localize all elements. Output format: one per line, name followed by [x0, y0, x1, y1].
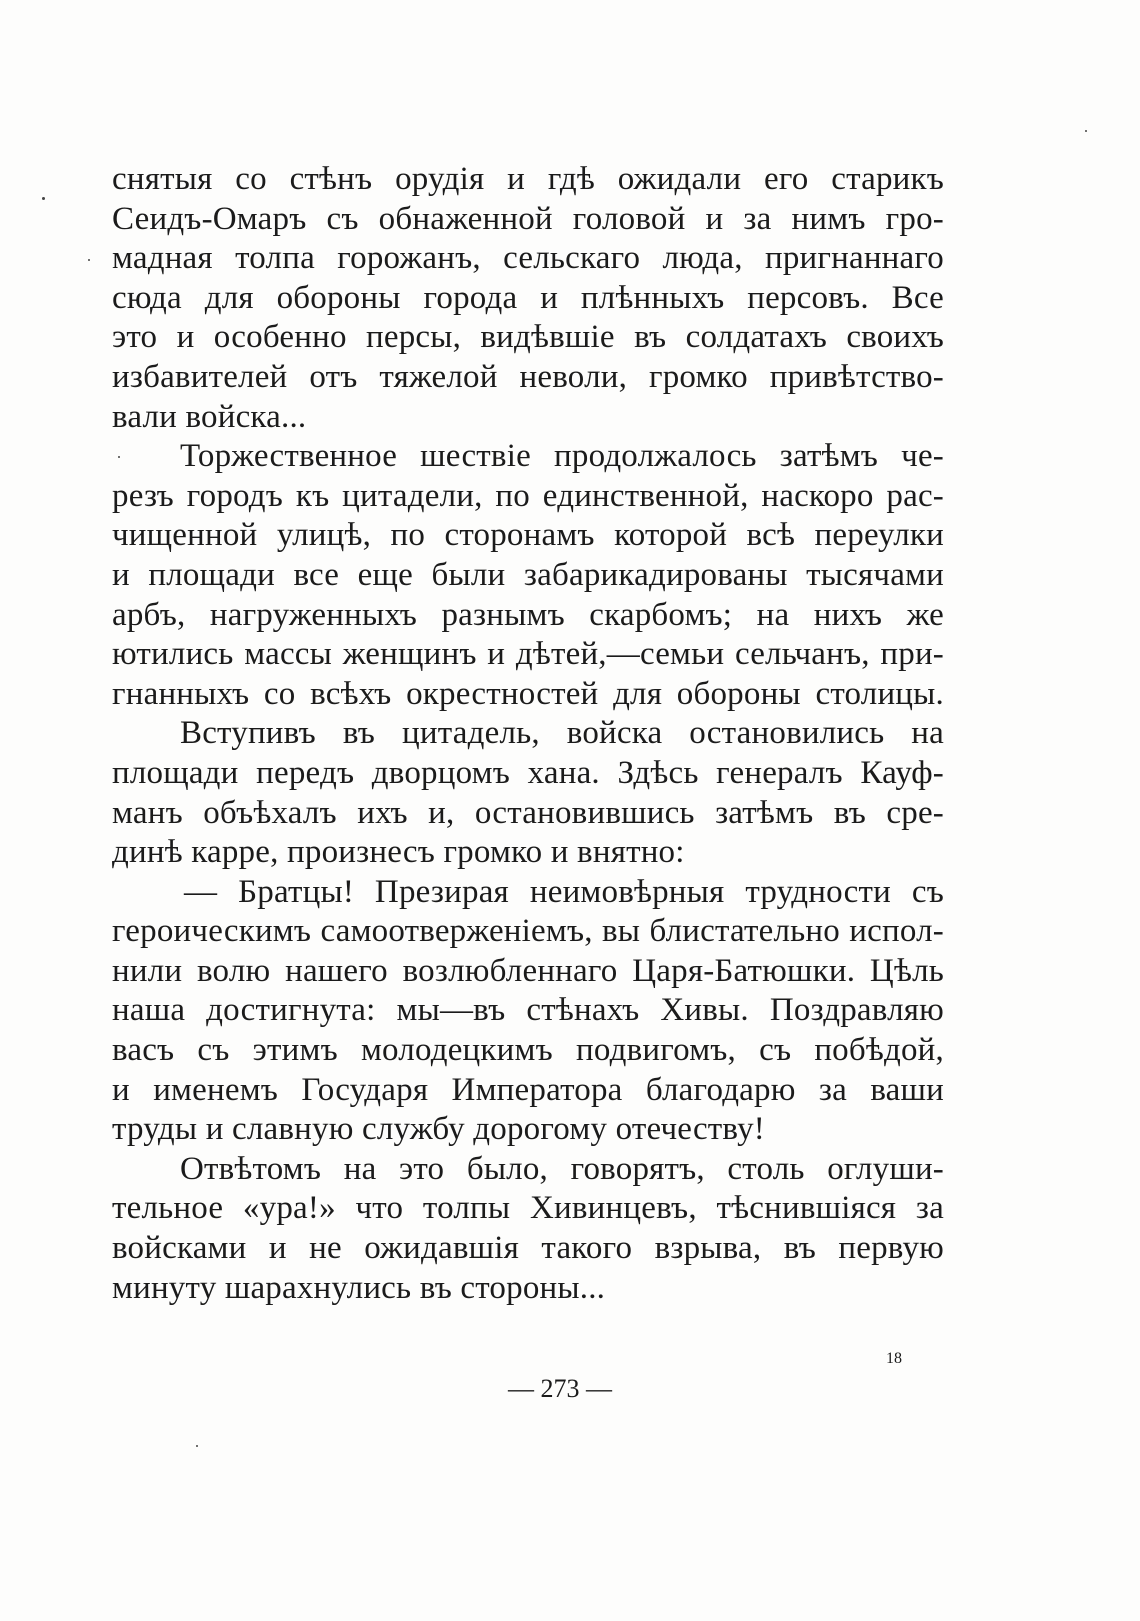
- text-line: нили волю нашего возлюбленнаго Царя-Батюшки. Цѣль: [112, 952, 944, 989]
- text-line: наша достигнута: мы—въ стѣнахъ Хивы. Поздравляю: [112, 992, 944, 1029]
- text-line: манъ объѣхалъ ихъ и, остановившись затѣмъ въ сре-: [112, 794, 944, 831]
- paragraph-1: [112, 160, 944, 437]
- text-line: Отвѣтомъ на это было, говорятъ, столь оглуши-: [180, 1150, 944, 1187]
- text-line: резъ городъ къ цитадели, по единственной, наскоро рас-: [112, 477, 944, 514]
- text-line: избавителей отъ тяжелой неволи, громко привѣтство-: [112, 358, 944, 395]
- text-line: площади передъ дворцомъ хана. Здѣсь генералъ Кауф-: [112, 754, 944, 791]
- text-line: минуту шарахнулись въ стороны...: [112, 1269, 606, 1306]
- text-line: арбъ, нагруженныхъ разнымъ скарбомъ; на нихъ же: [112, 596, 944, 633]
- text-line: и площади все еще были забарикадированы тысячами: [112, 556, 944, 593]
- text-line: снятыя со стѣнъ орудія и гдѣ ожидали его старикъ: [112, 161, 944, 197]
- paragraph-5: [112, 1150, 944, 1308]
- text-line: — Братцы! Презирая неимовѣрныя трудности съ: [184, 873, 944, 910]
- text-line: тельное «ура!» что толпы Хивинцевъ, тѣснившіяся за: [112, 1190, 944, 1227]
- text-line: вали войска...: [112, 398, 307, 435]
- text-line: чищенной улицѣ, по сторонамъ которой всѣ переулки: [112, 517, 944, 554]
- text-line: Вступивъ въ цитадель, войска остановились на: [180, 715, 944, 752]
- text-line: гнанныхъ со всѣхъ окрестностей для обороны столицы.: [112, 675, 944, 712]
- text-line: героическимъ самоотверженіемъ, вы блистательно испол-: [112, 913, 944, 950]
- page-number: — 273 —: [508, 1374, 612, 1403]
- print-speck: [42, 197, 45, 200]
- print-speck: [88, 259, 90, 261]
- speech-paragraph: [112, 873, 944, 1150]
- text-line: Торжественное шествіе продолжалось затѣмъ че-: [180, 438, 944, 475]
- text-line: сюда для обороны города и плѣнныхъ персовъ. Все: [112, 279, 944, 316]
- text-line: Сеидъ-Омаръ съ обнаженной головой и за нимъ гро-: [112, 200, 944, 237]
- text-line: войсками и не ожидавшія такого взрыва, въ первую: [112, 1230, 944, 1267]
- text-line: это и особенно персы, видѣвшіе въ солдатахъ своихъ: [112, 319, 944, 356]
- body-text: [112, 160, 944, 1308]
- print-speck: [196, 1445, 198, 1447]
- text-line: васъ съ этимъ молодецкимъ подвигомъ, съ побѣдой,: [112, 1032, 944, 1069]
- text-line: мадная толпа горожанъ, сельскаго люда, пригнаннаго: [112, 240, 944, 277]
- text-line: динѣ карре, произнесъ громко и внятно:: [112, 834, 685, 871]
- paragraph-2: [112, 437, 944, 714]
- signature-mark: 18: [886, 1350, 902, 1367]
- text-line: и именемъ Государя Императора благодарю за ваши: [112, 1071, 944, 1108]
- text-line: труды и славную службу дорогому отечеству!: [112, 1111, 765, 1148]
- print-speck: [1085, 130, 1087, 132]
- paragraph-3: [112, 714, 944, 872]
- text-line: ютились массы женщинъ и дѣтей,—семьи сельчанъ, при-: [112, 636, 944, 673]
